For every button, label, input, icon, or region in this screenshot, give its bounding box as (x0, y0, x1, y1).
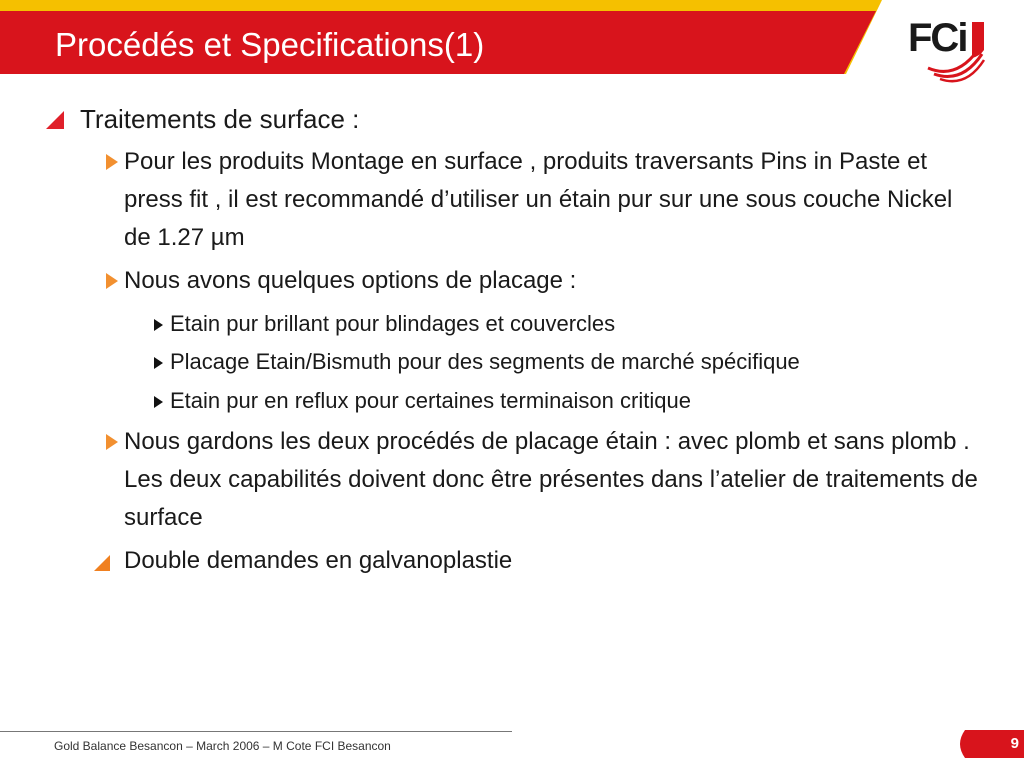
fci-logo (900, 16, 990, 86)
footer-divider (0, 731, 512, 732)
bullet-etain-bismuth: Placage Etain/Bismuth pour des segments de marché spécifique (170, 349, 800, 374)
triangle-bullet-icon (106, 434, 118, 450)
triangle-bullet-icon (154, 395, 163, 409)
square-bullet-icon (94, 555, 110, 571)
triangle-bullet-icon (154, 356, 163, 370)
footer-text: Gold Balance Besancon – March 2006 – M Cote FCI Besancon (54, 739, 391, 753)
slide-title: Procédés et Specifications(1) (55, 26, 485, 63)
bullet-etain-brillant: Etain pur brillant pour blindages et couvercles (170, 311, 616, 336)
triangle-bullet-icon (154, 318, 163, 332)
logo-swoosh-icon (900, 16, 990, 86)
triangle-bullet-icon (106, 154, 118, 170)
logo-text: FCi (908, 16, 967, 60)
bullet-montage-surface: Pour les produits Montage en surface , produits traversants Pins in Paste et press fit , il est recommandé d’utiliser un étain pur sur une sous couche Nickel de 1.27 µm (124, 148, 953, 251)
triangle-bullet-icon (106, 273, 118, 289)
bullet-double-demandes: Double demandes en galvanoplastie (124, 547, 513, 574)
bullet-etain-reflux: Etain pur en reflux pour certaines terminaison critique (170, 388, 691, 413)
page-number: 9 (1010, 735, 1019, 752)
square-bullet-icon (46, 111, 64, 129)
bullet-deux-procedes: Nous gardons les deux procédés de placage étain : avec plomb et sans plomb . Les deux capabilités doivent donc être présentes dans l’atelier de traitements de surface (124, 428, 978, 531)
bullet-traitements-de-surface: Traitements de surface : (80, 104, 360, 134)
bullet-options-placage: Nous avons quelques options de placage : (124, 267, 577, 294)
